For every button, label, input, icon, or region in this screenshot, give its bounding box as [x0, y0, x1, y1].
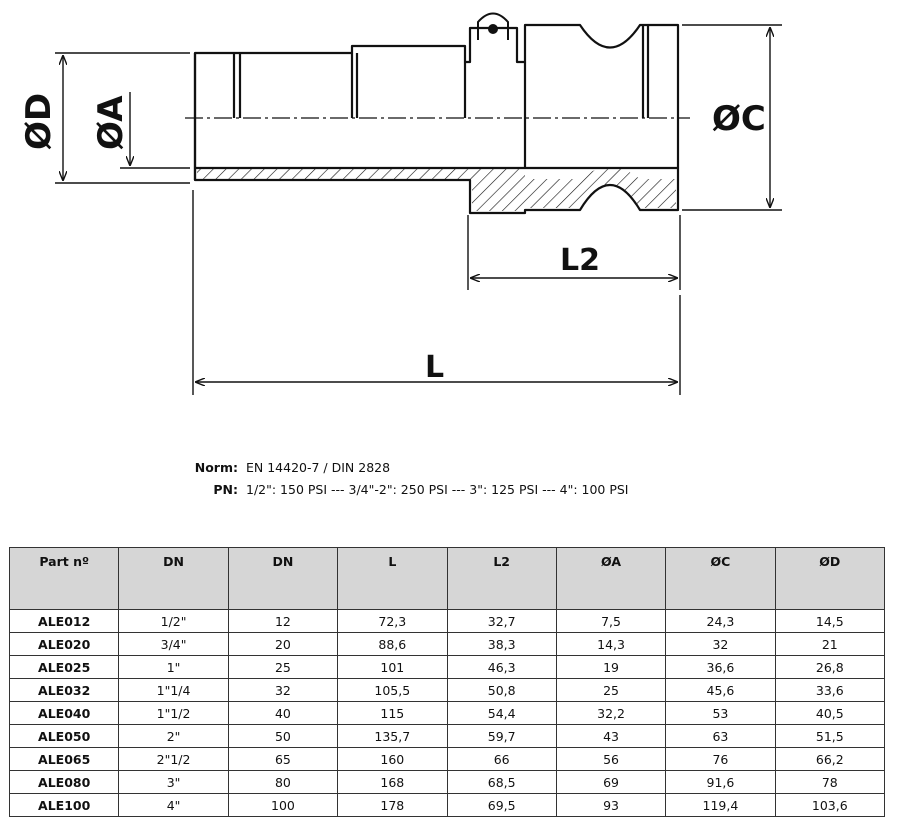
- header-dn-mm: DN: [228, 548, 337, 610]
- locking-ring: [478, 14, 508, 41]
- cell-l2: 54,4: [447, 702, 556, 725]
- cell-dn-mm: 50: [228, 725, 337, 748]
- cell-oc: 119,4: [666, 794, 775, 817]
- cell-od: 33,6: [775, 679, 884, 702]
- cell-oc: 45,6: [666, 679, 775, 702]
- cell-dn-inch: 1/2": [119, 610, 228, 633]
- cell-dn-inch: 3/4": [119, 633, 228, 656]
- cell-l: 101: [338, 656, 447, 679]
- cell-dn-mm: 40: [228, 702, 337, 725]
- cell-l2: 38,3: [447, 633, 556, 656]
- section-hatch: [197, 167, 676, 211]
- cell-l: 105,5: [338, 679, 447, 702]
- cell-oa: 43: [556, 725, 665, 748]
- cell-oc: 91,6: [666, 771, 775, 794]
- cell-part-no: ALE100: [10, 794, 119, 817]
- dimensions-table: [9, 547, 885, 817]
- header-dn-inch: DN: [119, 548, 228, 610]
- pn-label: PN:: [213, 481, 238, 497]
- norm-row: [160, 456, 629, 478]
- cell-dn-inch: 3": [119, 771, 228, 794]
- cell-dn-mm: 25: [228, 656, 337, 679]
- cell-oc: 24,3: [666, 610, 775, 633]
- cell-oa: 32,2: [556, 702, 665, 725]
- cell-oc: 36,6: [666, 656, 775, 679]
- header-oa: ØA: [556, 548, 665, 610]
- header-od: ØD: [775, 548, 884, 610]
- cell-oc: 32: [666, 633, 775, 656]
- norm-value: EN 14420-7 / DIN 2828: [246, 459, 391, 475]
- table-row: [10, 656, 885, 679]
- specs-block: [160, 456, 629, 500]
- cell-l2: 69,5: [447, 794, 556, 817]
- cell-od: 78: [775, 771, 884, 794]
- cell-od: 66,2: [775, 748, 884, 771]
- cell-od: 26,8: [775, 656, 884, 679]
- table-row: [10, 679, 885, 702]
- cell-od: 40,5: [775, 702, 884, 725]
- table-header-row: [10, 548, 885, 610]
- header-l: L: [338, 548, 447, 610]
- table-row: [10, 748, 885, 771]
- cell-od: 21: [775, 633, 884, 656]
- cell-l2: 46,3: [447, 656, 556, 679]
- cell-l2: 50,8: [447, 679, 556, 702]
- cell-oc: 76: [666, 748, 775, 771]
- label-oa: ØA: [91, 95, 131, 150]
- cell-l2: 59,7: [447, 725, 556, 748]
- cell-od: 14,5: [775, 610, 884, 633]
- header-oc: ØC: [666, 548, 775, 610]
- cell-l: 88,6: [338, 633, 447, 656]
- table-row: [10, 771, 885, 794]
- cell-l: 72,3: [338, 610, 447, 633]
- cell-oc: 63: [666, 725, 775, 748]
- cell-part-no: ALE050: [10, 725, 119, 748]
- cell-od: 103,6: [775, 794, 884, 817]
- cell-l2: 68,5: [447, 771, 556, 794]
- label-l2: L2: [560, 243, 600, 278]
- cell-dn-mm: 32: [228, 679, 337, 702]
- cell-dn-mm: 20: [228, 633, 337, 656]
- cell-dn-inch: 1": [119, 656, 228, 679]
- label-l: L: [425, 350, 445, 385]
- cell-part-no: ALE080: [10, 771, 119, 794]
- cell-dn-mm: 65: [228, 748, 337, 771]
- cell-oa: 14,3: [556, 633, 665, 656]
- cell-part-no: ALE025: [10, 656, 119, 679]
- cell-oa: 69: [556, 771, 665, 794]
- cell-part-no: ALE065: [10, 748, 119, 771]
- cell-dn-inch: 2"1/2: [119, 748, 228, 771]
- cell-oa: 7,5: [556, 610, 665, 633]
- cell-oa: 25: [556, 679, 665, 702]
- table-row: [10, 725, 885, 748]
- cell-l: 168: [338, 771, 447, 794]
- label-od: ØD: [19, 92, 59, 150]
- cell-oa: 93: [556, 794, 665, 817]
- fitting-outline: [195, 25, 678, 213]
- cell-dn-inch: 1"1/4: [119, 679, 228, 702]
- cell-part-no: ALE012: [10, 610, 119, 633]
- cell-l: 160: [338, 748, 447, 771]
- cell-dn-inch: 1"1/2: [119, 702, 228, 725]
- cell-part-no: ALE032: [10, 679, 119, 702]
- cell-oa: 19: [556, 656, 665, 679]
- table-row: [10, 702, 885, 725]
- table-row: [10, 610, 885, 633]
- cell-l: 135,7: [338, 725, 447, 748]
- cell-part-no: ALE040: [10, 702, 119, 725]
- cell-dn-mm: 12: [228, 610, 337, 633]
- table-row: [10, 633, 885, 656]
- cell-dn-mm: 100: [228, 794, 337, 817]
- header-part-no: Part nº: [10, 548, 119, 610]
- pn-value: 1/2": 150 PSI --- 3/4"-2": 250 PSI --- 3": 125 PSI --- 4": 100 PSI: [246, 481, 629, 497]
- table-row: [10, 794, 885, 817]
- norm-label: Norm:: [194, 459, 238, 475]
- label-oc: ØC: [712, 99, 766, 139]
- cell-dn-inch: 4": [119, 794, 228, 817]
- cell-l2: 32,7: [447, 610, 556, 633]
- cell-l: 178: [338, 794, 447, 817]
- cell-oa: 56: [556, 748, 665, 771]
- cell-l2: 66: [447, 748, 556, 771]
- pn-row: [160, 478, 629, 500]
- cell-oc: 53: [666, 702, 775, 725]
- cell-l: 115: [338, 702, 447, 725]
- cell-part-no: ALE020: [10, 633, 119, 656]
- cell-dn-inch: 2": [119, 725, 228, 748]
- header-l2: L2: [447, 548, 556, 610]
- cell-od: 51,5: [775, 725, 884, 748]
- cell-dn-mm: 80: [228, 771, 337, 794]
